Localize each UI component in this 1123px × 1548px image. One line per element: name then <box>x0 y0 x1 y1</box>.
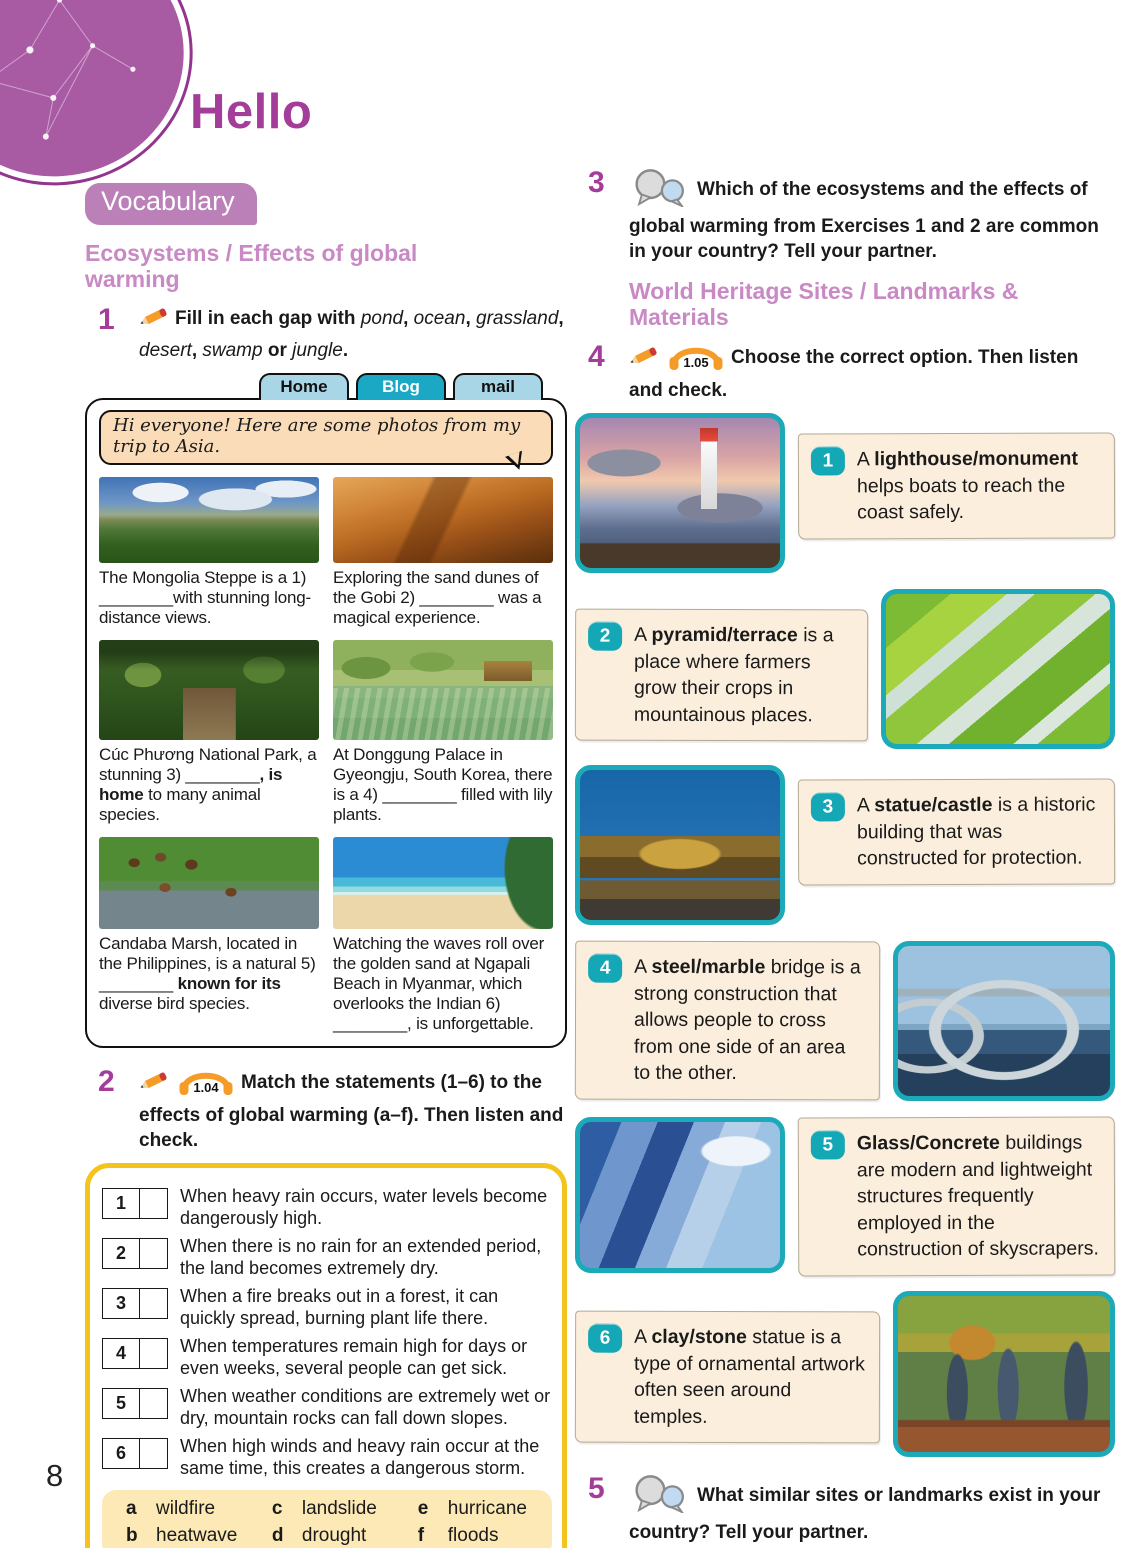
answer-box <box>102 1288 168 1319</box>
item-4-text-box <box>575 940 880 1099</box>
answer-box <box>102 1338 168 1369</box>
answer-cell[interactable] <box>140 1239 167 1268</box>
section-heading-heritage: World Heritage Sites / Landmarks & Materials <box>629 278 1019 331</box>
exercise-2-number: 2 <box>98 1065 115 1099</box>
caption-ngapali: Watching the waves roll over the golden sand at Ngapali Beach in Myanmar, which overlooks the Indian 6) ________, is unforgettable. <box>333 933 545 1034</box>
vocabulary-badge: Vocabulary <box>85 183 257 225</box>
right-column <box>575 163 1115 1548</box>
word-bank-entry <box>272 1525 418 1547</box>
photo-lighthouse <box>575 413 785 573</box>
photo-stone-statues <box>893 1291 1115 1457</box>
exercise-2-instruction <box>139 1066 567 1153</box>
caption-candaba: Candaba Marsh, located in the Philippines, is a natural 5) ________ known for its diverse bird species. <box>99 933 316 1014</box>
audio-track-label: 1.05 <box>683 354 709 370</box>
item-2-text: A pyramid/terrace is a place where farmers grow their crops in mountainous places. <box>633 623 834 726</box>
statement-text: When weather conditions are extremely wet or dry, mountain rocks can fall down slopes. <box>180 1386 551 1428</box>
pencil-icon <box>139 1068 169 1101</box>
word-bank-letter: d <box>271 1524 284 1546</box>
word-bank-word: hurricane <box>447 1497 527 1519</box>
statement-row <box>102 1335 552 1380</box>
photo-steel-bridge <box>893 941 1115 1101</box>
item-number-badge: 2 <box>588 621 622 650</box>
word-bank-word: drought <box>301 1524 367 1546</box>
exercise-2 <box>85 1066 567 1153</box>
statement-number: 1 <box>103 1189 140 1218</box>
answer-box <box>102 1238 168 1269</box>
exercise-3-instruction <box>629 167 1115 264</box>
word-bank-letter: c <box>271 1497 283 1519</box>
answer-box <box>102 1188 168 1219</box>
item-number-badge: 3 <box>811 792 845 821</box>
headphones-icon <box>667 341 725 378</box>
item-1-text: A lighthouse/monument helps boats to reach the coast safely. <box>856 447 1078 524</box>
word-bank-word: floods <box>447 1524 499 1546</box>
item-3-text-box <box>798 778 1115 885</box>
photo-cuc-phuong-jungle <box>99 640 319 740</box>
item-3-text: A statue/castle is a historic building that was constructed for protection. <box>856 793 1096 870</box>
exercise-1-instruction <box>139 304 567 362</box>
item-4-text: A steel/marble bridge is a strong construction that allows people to cross from one side of an area to the other. <box>633 955 861 1084</box>
exercise-4 <box>575 341 1115 403</box>
blog-greeting-bubble: Hi everyone! Here are some photos from my trip to Asia. <box>99 410 553 465</box>
exercise-5-text: What similar sites or landmarks exist in your country? Tell your partner. <box>629 1485 1101 1544</box>
answer-cell[interactable] <box>140 1339 167 1368</box>
answer-cell[interactable] <box>140 1439 167 1468</box>
exercise-5 <box>575 1473 1115 1545</box>
item-6-text: A clay/stone statue is a type of ornamental artwork often seen around temples. <box>633 1326 865 1428</box>
page-title: Hello <box>190 85 313 139</box>
statement-text: When there is no rain for an extended period, the land becomes extremely dry. <box>180 1236 542 1279</box>
heritage-item-4 <box>575 941 1115 1101</box>
photo-mongolia-steppe <box>99 477 319 563</box>
exercise-3 <box>575 167 1115 264</box>
photo-donggung-palace <box>333 640 553 740</box>
heritage-item-5 <box>575 1117 1115 1276</box>
tab-home[interactable]: Home <box>259 373 349 400</box>
audio-track-label: 1.04 <box>193 1080 219 1096</box>
word-bank-word: landslide <box>301 1497 377 1519</box>
statement-text: When heavy rain occurs, water levels become dangerously high. <box>180 1186 548 1229</box>
photo-candaba-marsh <box>99 837 319 929</box>
statement-text: When temperatures remain high for days or even weeks, several people can get sick. <box>180 1336 528 1379</box>
blog-photo-grid <box>99 477 553 1035</box>
item-5-text: Glass/Concrete buildings are modern and lightweight structures frequently employed in the construction of skyscrapers. <box>856 1131 1099 1261</box>
blog-post-gobi <box>333 477 553 628</box>
blog-card <box>85 373 567 1049</box>
blog-post-candaba <box>99 837 319 1034</box>
matching-box <box>85 1163 567 1548</box>
speech-bubbles-icon <box>629 167 691 214</box>
word-bank-entry <box>272 1498 418 1520</box>
exercise-1 <box>85 304 567 362</box>
word-bank-entry <box>126 1525 272 1547</box>
statement-number: 4 <box>103 1339 140 1368</box>
tab-blog[interactable]: Blog <box>356 373 446 400</box>
caption-donggung: At Donggung Palace in Gyeongju, South Korea, there is a 4) ________ filled with lily plants. <box>333 744 553 824</box>
exercise-1-text: Fill in each gap with pond, ocean, grassland, desert, swamp or jungle. <box>139 308 564 361</box>
statement-row <box>102 1285 552 1330</box>
exercise-5-instruction <box>629 1473 1115 1545</box>
item-number-badge: 6 <box>588 1324 622 1353</box>
exercise-3-number: 3 <box>588 166 605 199</box>
item-number-badge: 5 <box>811 1130 845 1159</box>
item-6-text-box <box>575 1311 880 1444</box>
page-number: 8 <box>46 1458 64 1493</box>
answer-box <box>102 1388 168 1419</box>
answer-cell[interactable] <box>140 1189 167 1218</box>
word-bank-letter: f <box>417 1524 425 1546</box>
network-pattern <box>0 0 208 201</box>
exercise-1-number: 1 <box>98 303 115 337</box>
exercise-2-text: Match the statements (1–6) to the effects of global warming (a–f). Then listen and check. <box>139 1072 564 1152</box>
answer-cell[interactable] <box>140 1389 167 1418</box>
word-bank-letter: e <box>417 1497 429 1519</box>
word-bank <box>102 1490 552 1548</box>
statement-row <box>102 1185 552 1230</box>
blog-post-ngapali <box>333 837 553 1034</box>
item-number-badge: 1 <box>811 446 845 475</box>
photo-glass-skyscraper <box>575 1117 785 1273</box>
heritage-item-1 <box>575 413 1115 573</box>
answer-cell[interactable] <box>140 1289 167 1318</box>
statement-number: 6 <box>103 1439 140 1468</box>
pencil-icon <box>629 343 659 376</box>
section-heading-ecosystems: Ecosystems / Effects of global warming <box>85 240 418 293</box>
decorative-blob <box>0 0 208 201</box>
exercise-4-text: Choose the correct option. Then listen and check. <box>629 346 1079 401</box>
photo-gobi-dunes <box>333 477 553 563</box>
statement-number: 2 <box>103 1239 140 1268</box>
statement-row <box>102 1435 552 1480</box>
word-bank-entry <box>418 1498 548 1520</box>
exercise-3-text: Which of the ecosystems and the effects of global warming from Exercises 1 and 2 are common in your country? Tell your partner. <box>629 179 1099 263</box>
statement-text: When high winds and heavy rain occur at the same time, this creates a dangerous storm. <box>180 1435 540 1478</box>
heritage-item-6 <box>575 1291 1115 1457</box>
exercise-4-number: 4 <box>588 339 605 373</box>
item-2-text-box <box>575 608 868 741</box>
speech-bubbles-icon <box>629 1473 691 1520</box>
tab-mail[interactable]: mail <box>453 373 543 400</box>
photo-ngapali-beach <box>333 837 553 929</box>
item-number-badge: 4 <box>588 953 622 982</box>
statement-number: 5 <box>103 1389 140 1418</box>
blog-post-cuc-phuong <box>99 640 319 825</box>
word-bank-entry <box>126 1498 272 1520</box>
caption-mongolia-steppe: The Mongolia Steppe is a 1) ________with stunning long-distance views. <box>99 567 311 627</box>
item-5-text-box <box>798 1116 1116 1276</box>
statement-number: 3 <box>103 1289 140 1318</box>
word-bank-letter: a <box>126 1497 137 1519</box>
pencil-icon <box>139 304 169 337</box>
exercise-5-number: 5 <box>588 1472 605 1506</box>
word-bank-word: wildfire <box>156 1497 216 1519</box>
photo-castle-gate <box>575 765 785 925</box>
caption-gobi-dunes: Exploring the sand dunes of the Gobi 2) ________ was a magical experience. <box>333 567 542 627</box>
word-bank-entry <box>418 1525 548 1547</box>
blog-tab-bar <box>85 373 567 400</box>
caption-cuc-phuong: Cúc Phương National Park, a stunning 3) ________, is home to many animal species. <box>99 744 317 824</box>
blog-post-donggung <box>333 640 553 825</box>
photo-rice-terraces <box>881 589 1115 749</box>
statement-row <box>102 1235 552 1280</box>
statement-row <box>102 1385 552 1430</box>
headphones-icon <box>177 1066 235 1103</box>
answer-box <box>102 1438 168 1469</box>
word-bank-word: heatwave <box>156 1524 238 1546</box>
left-column <box>85 183 567 1548</box>
exercise-4-instruction <box>629 341 1115 403</box>
word-bank-letter: b <box>126 1524 138 1546</box>
statement-text: When a fire breaks out in a forest, it can quickly spread, burning plant life there. <box>180 1286 499 1329</box>
heritage-item-3 <box>575 765 1115 925</box>
blog-post-mongolia <box>99 477 319 628</box>
blog-card-body <box>85 398 567 1049</box>
heritage-item-2 <box>575 589 1115 749</box>
item-1-text-box <box>798 432 1115 539</box>
